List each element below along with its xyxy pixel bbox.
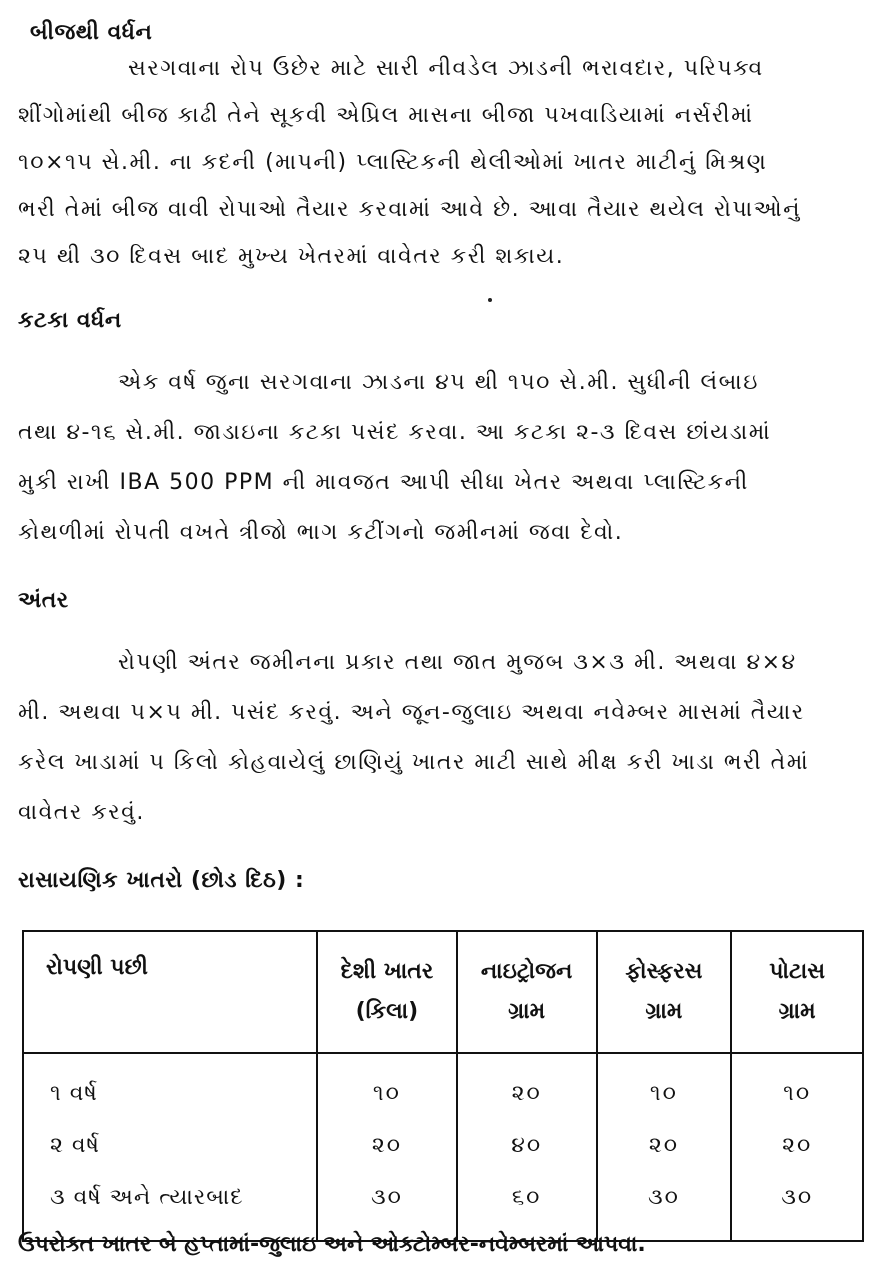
- cell-manure: ૧૦: [317, 1053, 457, 1119]
- cell-phosphorus: ૧૦: [597, 1053, 732, 1119]
- stray-dot: [488, 298, 492, 302]
- header-phosphorus: [597, 931, 732, 1053]
- header-line: રોપણી પછી: [46, 955, 148, 980]
- header-line: દેશી ખાતર: [340, 959, 434, 984]
- cell-phosphorus: ૩૦: [597, 1171, 732, 1241]
- paragraph-line: મી. અથવા ૫×૫ મી. પસંદ કરવું. અને જૂન-જુલાઇ અથવા નવેમ્બર માસમાં તૈયાર: [18, 700, 805, 725]
- paragraph-line: વાવેતર કરવું.: [18, 800, 145, 825]
- paragraph-line: શીંગોમાંથી બીજ કાઢી તેને સૂકવી એપ્રિલ માસના બીજા પખવાડિયામાં નર્સરીમાં: [18, 103, 754, 128]
- paragraph-line: કોથળીમાં રોપતી વખતે ત્રીજો ભાગ કટીંગનો જમીનમાં જવા દેવો.: [18, 520, 624, 545]
- header-nitrogen: [457, 931, 597, 1053]
- cell-manure: ૩૦: [317, 1171, 457, 1241]
- paragraph-line: ૧૦×૧૫ સે.મી. ના કદની (માપની) પ્લાસ્ટિકની થેલીઓમાં ખાતર માટીનું મિશ્રણ: [18, 150, 768, 175]
- cell-potash: ૧૦: [731, 1053, 863, 1119]
- header-unit: ગ્રામ: [645, 999, 683, 1024]
- paragraph-line: એક વર્ષ જુના સરગવાના ઝાડના ૪૫ થી ૧૫૦ સે.મી. સુધીની લંબાઇ: [118, 370, 759, 395]
- header-farmyard-manure: [317, 931, 457, 1053]
- cell-nitrogen: ૨૦: [457, 1053, 597, 1119]
- paragraph-line: સરગવાના રોપ ઉછેર માટે સારી નીવડેલ ઝાડની ભરાવદાર, પરિપક્વ: [128, 56, 764, 81]
- cell-potash: ૩૦: [731, 1171, 863, 1241]
- cell-potash: ૨૦: [731, 1119, 863, 1171]
- paragraph-line: રોપણી અંતર જમીનના પ્રકાર તથા જાત મુજબ ૩×૩ મી. અથવા ૪×૪: [118, 650, 797, 675]
- header-line: નાઇટ્રોજન: [480, 959, 573, 984]
- spacing-section-heading: અંતર: [18, 588, 69, 613]
- header-unit: ગ્રામ: [778, 999, 816, 1024]
- cell-nitrogen: ૪૦: [457, 1119, 597, 1171]
- row-label: ૨ વર્ષ: [23, 1119, 317, 1171]
- row-label: ૩ વર્ષ અને ત્યારબાદ: [23, 1171, 317, 1241]
- paragraph-line: તથા ૪-૧૬ સે.મી. જાડાઇના કટકા પસંદ કરવા. આ કટકા ૨-૩ દિવસ છાંયડામાં: [18, 420, 772, 445]
- table-row: [23, 1053, 863, 1119]
- fertilizer-table: [22, 930, 864, 1242]
- table-row: [23, 1119, 863, 1171]
- cutting-section-heading: કટકા વર્ધન: [18, 308, 122, 333]
- cell-manure: ૨૦: [317, 1119, 457, 1171]
- cell-phosphorus: ૨૦: [597, 1119, 732, 1171]
- table-header-row: [23, 931, 863, 1053]
- header-unit: ગ્રામ: [508, 999, 546, 1024]
- paragraph-line: મુકી રાખી IBA 500 PPM ની માવજત આપી સીધા ખેતર અથવા પ્લાસ્ટિકની: [18, 470, 749, 495]
- fertilizer-footnote: ઉપરોક્ત ખાતર બે હપ્તામાં-જુલાઇ અને ઓક્ટોમ્બર-નવેમ્બરમાં આપવા.: [18, 1232, 646, 1257]
- row-label: ૧ વર્ષ: [23, 1053, 317, 1119]
- header-line: પોટાસ: [769, 959, 826, 984]
- paragraph-line: ૨૫ થી ૩૦ દિવસ બાદ મુખ્ય ખેતરમાં વાવેતર કરી શકાય.: [18, 244, 565, 269]
- header-line: ફોસ્ફરસ: [625, 959, 703, 984]
- seed-section-heading: બીજથી વર્ધન: [30, 20, 153, 45]
- cell-nitrogen: ૬૦: [457, 1171, 597, 1241]
- header-potash: [731, 931, 863, 1053]
- paragraph-line: ભરી તેમાં બીજ વાવી રોપાઓ તૈયાર કરવામાં આવે છે. આવા તૈયાર થયેલ રોપાઓનું: [18, 197, 801, 222]
- header-unit: (કિલા): [355, 999, 419, 1024]
- table-row: [23, 1171, 863, 1241]
- fertilizer-heading: રાસાયણિક ખાતરો (છોડ દિઠ) :: [18, 868, 305, 893]
- header-after-planting: [23, 931, 317, 1053]
- paragraph-line: કરેલ ખાડામાં ૫ કિલો કોહવાયેલું છાણિયું ખાતર માટી સાથે મીક્ષ કરી ખાડા ભરી તેમાં: [18, 750, 810, 775]
